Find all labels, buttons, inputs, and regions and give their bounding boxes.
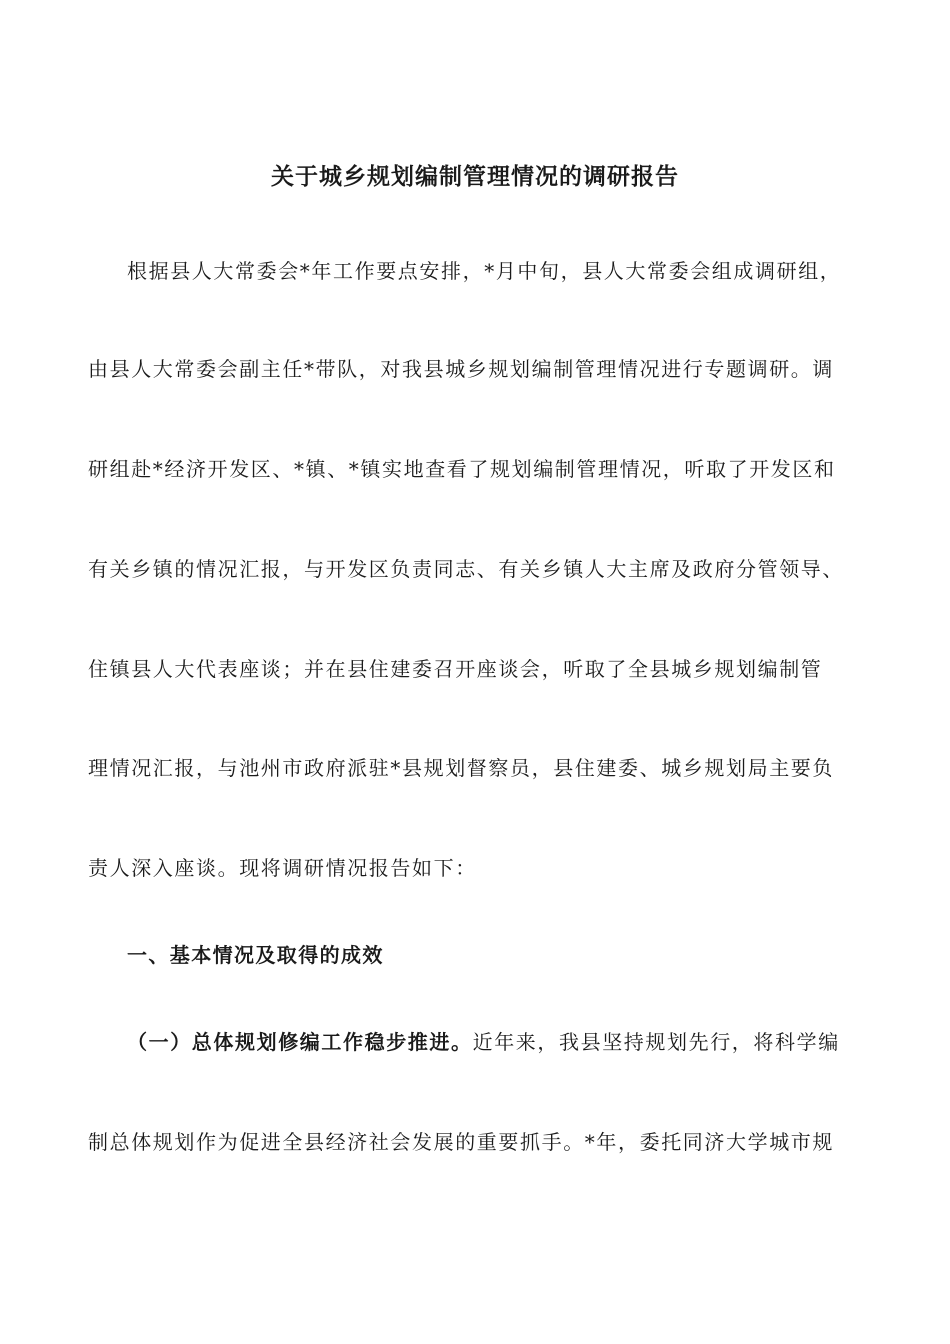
section-heading: 一、基本情况及取得的成效 (127, 943, 384, 967)
intro-line-1: 根据县人大常委会*年工作要点安排，*月中旬，县人大常委会组成调研组， (127, 259, 842, 283)
document-title: 关于城乡规划编制管理情况的调研报告 (271, 164, 679, 190)
subsection-line-1 (127, 1026, 840, 1055)
subsection-line-1-rest: 近年来，我县坚持规划先行，将科学编 (472, 1030, 840, 1054)
intro-line-5: 住镇县人大代表座谈；并在县住建委召开座谈会，听取了全县城乡规划编制管 (88, 657, 823, 681)
intro-line-3: 研组赴*经济开发区、*镇、*镇实地查看了规划编制管理情况，听取了开发区和 (88, 457, 836, 481)
intro-line-2: 由县人大常委会副主任*带队，对我县城乡规划编制管理情况进行专题调研。调 (88, 357, 834, 381)
intro-line-4: 有关乡镇的情况汇报，与开发区负责同志、有关乡镇人大主席及政府分管领导、 (88, 557, 844, 581)
subsection-bold-lead: （一）总体规划修编工作稳步推进。 (127, 1030, 473, 1054)
intro-line-7: 责人深入座谈。现将调研情况报告如下： (88, 856, 477, 880)
subsection-line-2: 制总体规划作为促进全县经济社会发展的重要抓手。*年，委托同济大学城市规 (88, 1130, 834, 1154)
intro-line-6: 理情况汇报，与池州市政府派驻*县规划督察员，县住建委、城乡规划局主要负 (88, 756, 834, 780)
